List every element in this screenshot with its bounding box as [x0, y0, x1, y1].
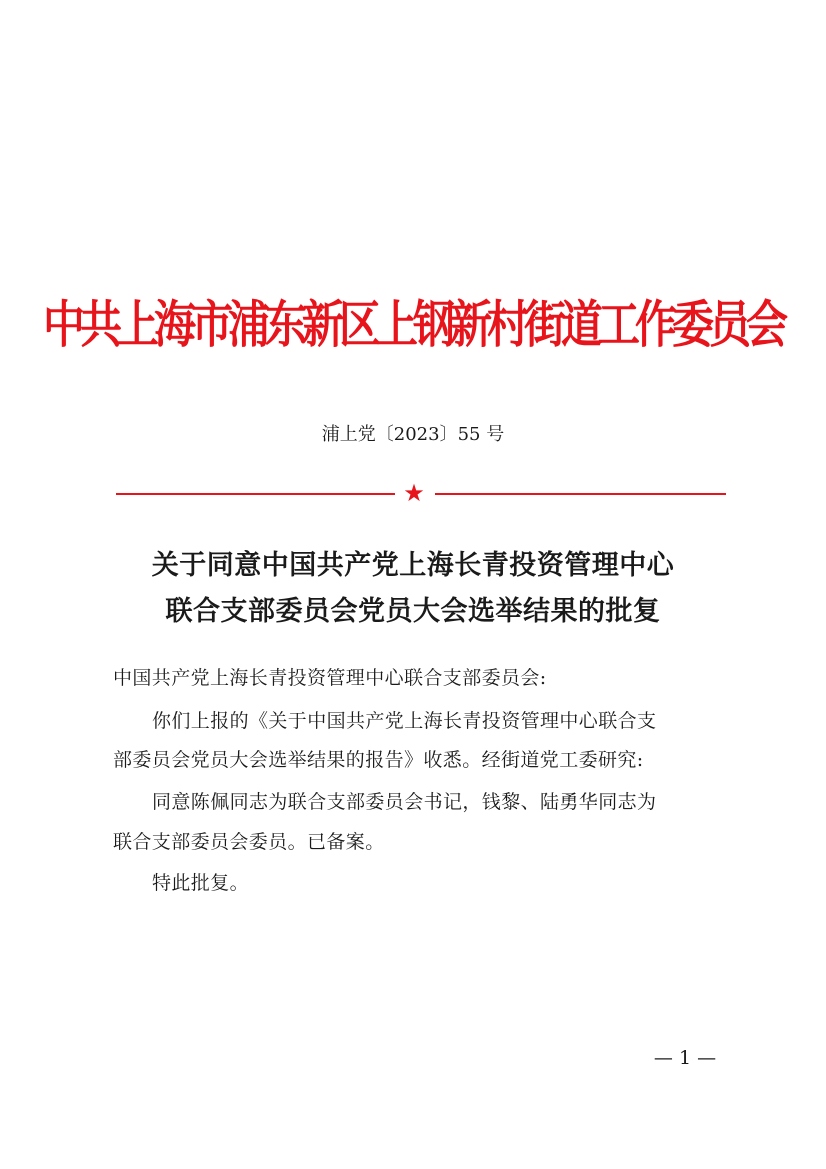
document-title-line-1: 关于同意中国共产党上海长青投资管理中心 — [151, 550, 675, 581]
page-number: — 1 — — [653, 1047, 717, 1069]
masthead-title: 中共上海市浦东新区上钢新村街道工作委员会 — [42, 295, 783, 354]
star-icon: ★ — [403, 479, 425, 507]
addressee: 中国共产党上海长青投资管理中心联合支部委员会: — [113, 667, 547, 689]
red-divider — [116, 479, 726, 507]
divider-rule-left — [116, 493, 395, 495]
body-paragraph-2-line-2: 联合支部委员会委员。已备案。 — [113, 831, 385, 853]
body-paragraph-2-line-1: 同意陈佩同志为联合支部委员会书记，钱黎、陆勇华同志为 — [152, 791, 657, 813]
divider-rule-right — [435, 493, 726, 495]
body-paragraph-1-line-2: 部委员会党员大会选举结果的报告》收悉。经街道党工委研究: — [113, 749, 644, 771]
closing-remark: 特此批复。 — [152, 872, 250, 894]
document-title-line-2: 联合支部委员会党员大会选举结果的批复 — [165, 596, 661, 627]
body-paragraph-1-line-1: 你们上报的《关于中国共产党上海长青投资管理中心联合支 — [152, 710, 657, 732]
document-number: 浦上党〔2023〕55 号 — [321, 424, 505, 445]
